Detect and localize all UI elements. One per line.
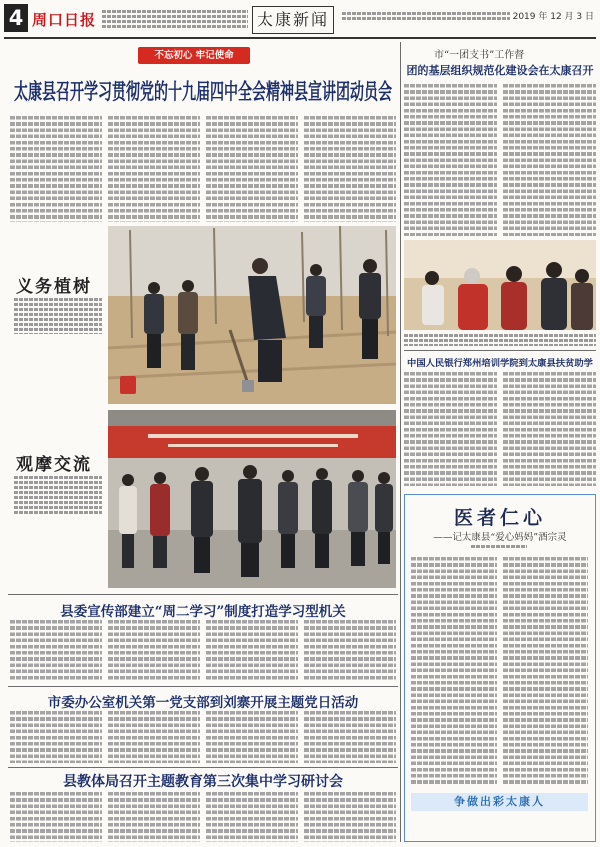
person-head [425,271,439,285]
issue-date: 2019 年 12 月 3 日 [512,12,594,22]
person-body [178,292,198,334]
person-legs [241,543,259,577]
red-slogan-banner [108,426,396,458]
person-head [310,264,322,276]
section-divider [8,686,398,687]
body-column [206,792,298,842]
person-body [119,486,137,534]
body-column [108,620,200,682]
person-head [122,474,134,486]
person-legs [258,340,282,382]
article-body [404,84,596,236]
section-divider [8,767,398,768]
photo-column-heading: 义务植树 [16,277,92,297]
feature-subtitle: ——记太康县“爱心妈妈”酒宗灵 [433,532,567,543]
person-body [278,482,298,534]
person-body [359,273,381,319]
person-head [506,266,522,282]
red-bucket [120,376,136,394]
slogan-banner: 争做出彩太康人 [411,793,588,811]
theme-banner: 不忘初心 牢记使命 [138,47,250,64]
person-right [359,259,381,359]
body-column [206,116,298,222]
body-column [108,792,200,842]
article-body [10,792,396,842]
building-facade [108,410,396,426]
body-column [304,116,396,222]
person-center-right [306,264,326,348]
photo-caption [404,334,596,346]
person-head [252,258,268,274]
person-legs [378,532,390,564]
newspaper-logo: 周口日报 [32,11,97,29]
lead-article-body [10,116,396,222]
person-head [282,470,294,482]
body-column [108,711,200,763]
person-body [571,283,593,330]
photo-caption [14,298,102,334]
photo-column-heading: 观摩交流 [16,455,92,475]
person-body [191,481,213,537]
photo-home-visit [404,240,596,330]
person-body [501,282,527,330]
person-body [541,278,567,330]
person-legs [194,537,210,573]
body-column [206,711,298,763]
article-headline: 中国人民银行郑州培训学院到太康县扶贫助学 [407,358,593,369]
body-column [206,620,298,682]
feature-body [411,557,588,785]
person-legs [181,334,195,370]
article-body [10,620,396,682]
masthead-rule [4,37,596,39]
person-legs [351,532,365,566]
body-column [10,711,102,763]
person-body [144,294,164,334]
shovel-blade [242,380,254,392]
article-body [404,372,596,486]
body-column [10,620,102,682]
person-head [148,282,160,294]
body-column [411,557,497,785]
body-column [503,557,589,785]
feature-box [404,494,596,842]
person-legs [362,319,378,359]
article-headline: 县教体局召开主题教育第三次集中学习研讨会 [63,774,343,790]
photo-caption [14,476,102,516]
person-head [243,465,257,479]
masthead-editor-credits [102,10,248,28]
feature-title: 医者仁心 [453,507,546,529]
body-column [304,792,396,842]
person-body [375,484,393,532]
person-legs [122,534,134,568]
body-column [304,711,396,763]
person-head [575,269,589,283]
banner-lettering [168,444,338,447]
person-legs [147,334,161,368]
body-column [10,792,102,842]
body-column [503,372,596,486]
person-head [195,467,209,481]
page-number: 4 [4,4,28,32]
person-body [348,482,368,532]
person-body [312,480,332,534]
article-headline: 县委宣传部建立“周二学习”制度打造学习型机关 [60,604,346,620]
person-head [464,268,480,284]
person-body [150,484,170,536]
photo-tree-planting [108,226,396,404]
body-column [404,372,497,486]
article-headline: 团的基层组织规范化建设会在太康召开 [406,64,594,77]
body-column [108,116,200,222]
person-body [422,285,444,325]
section-divider [8,594,398,595]
photo-observation-exchange [108,410,396,588]
person-head [378,472,390,484]
person-legs [309,316,323,348]
person-left [144,282,164,368]
person-body [306,276,326,316]
person-body [238,479,262,543]
column-divider [400,42,401,842]
article-headline: 市委办公室机关第一党支部到刘寨开展主题党日活动 [47,695,359,711]
person-head [352,470,364,482]
person-head [363,259,377,273]
person-head [546,262,562,278]
person-body [458,284,488,330]
person-legs [153,536,167,568]
lead-headline: 太康县召开学习贯彻党的十九届四中全会精神县宣讲团动员会 [14,80,392,106]
person-legs [315,534,329,568]
person-head [316,468,328,480]
banner-lettering [148,434,358,438]
body-column [503,84,596,236]
body-column [10,116,102,222]
article-kicker: 市“一团支书”工作督 [434,50,525,61]
body-column [404,84,497,236]
person-head [182,280,194,292]
masthead-contact-info [342,12,510,20]
article-body [10,711,396,763]
section-title: 太康新闻 [252,6,334,34]
person-legs [281,534,295,568]
person-head [154,472,166,484]
person-mid-left [178,280,198,370]
body-column [304,620,396,682]
feature-byline [471,545,527,550]
section-divider [404,350,596,351]
